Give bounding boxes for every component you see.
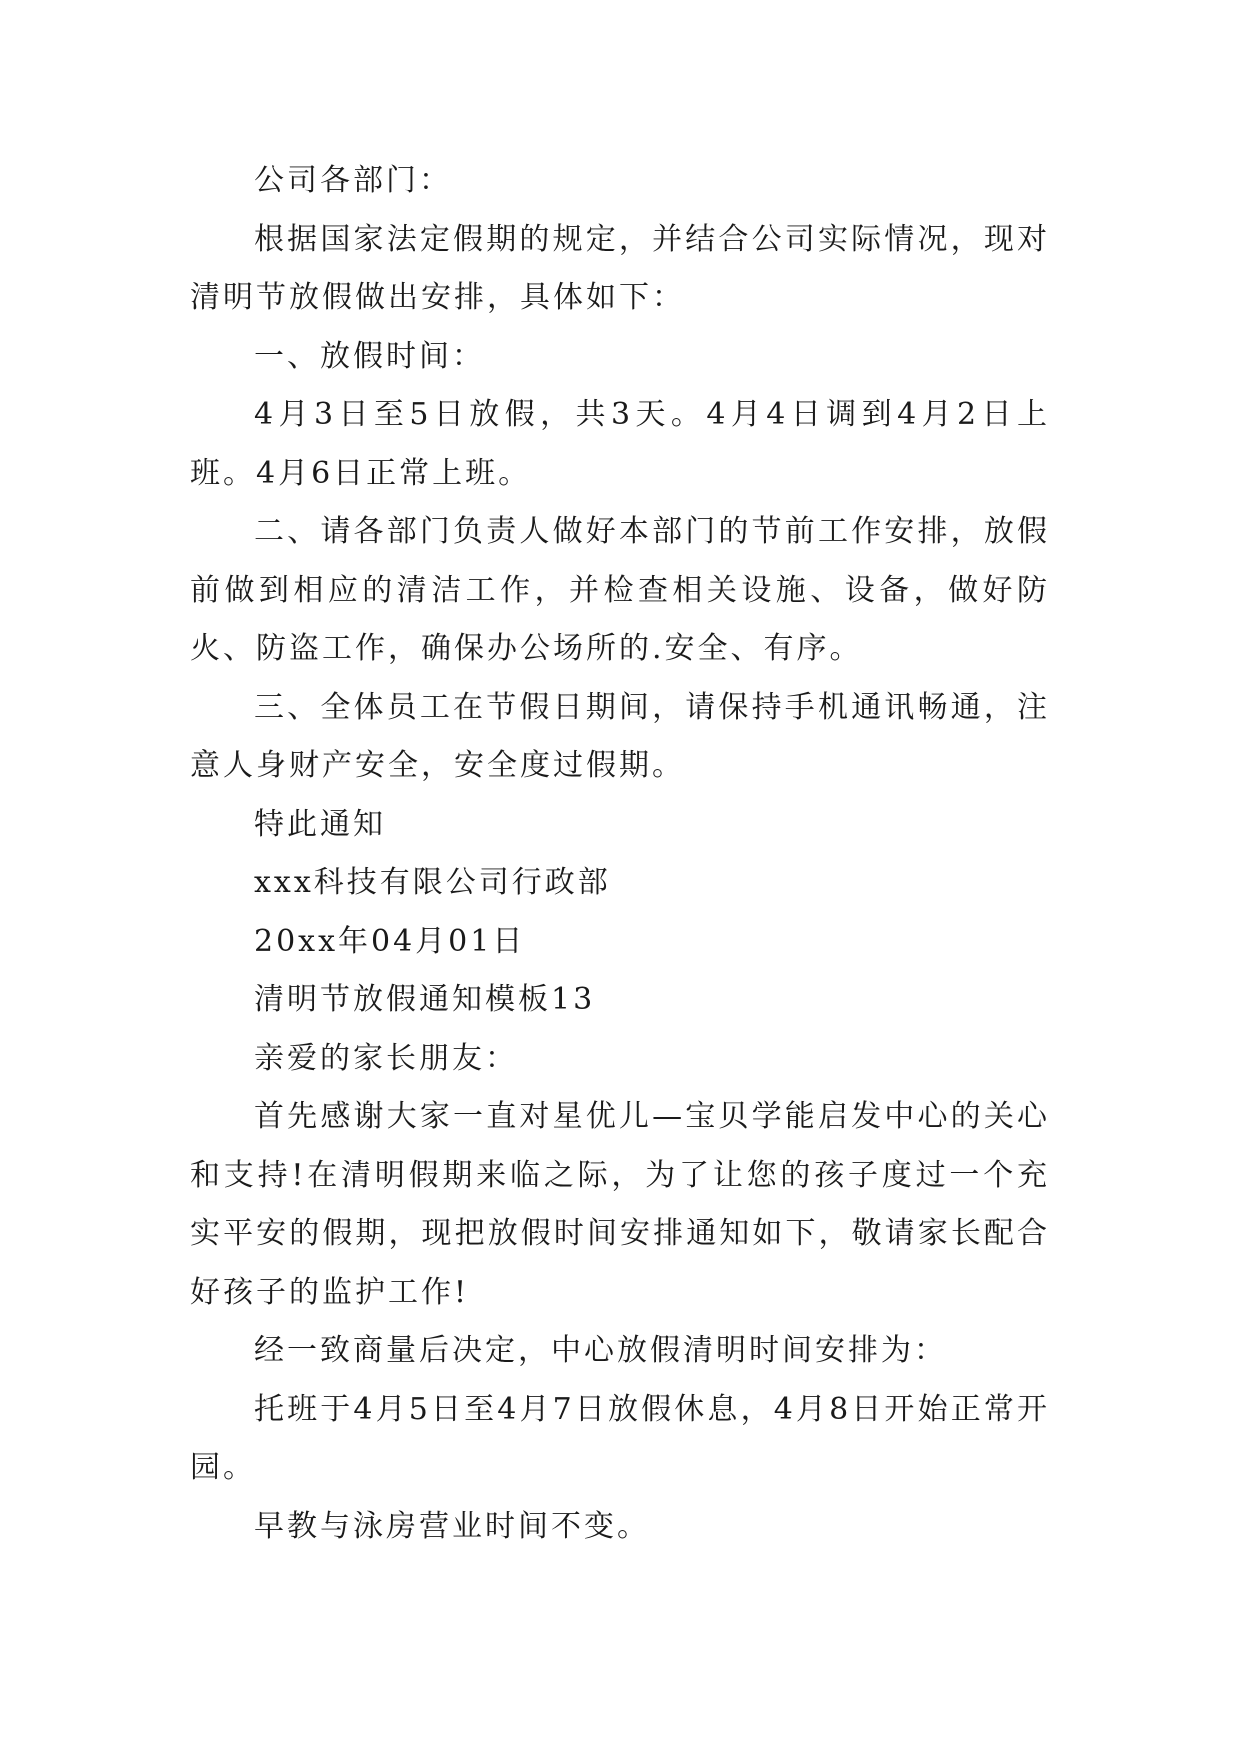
section-2-paragraph: 二、请各部门负责人做好本部门的节前工作安排，放假前做到相应的清洁工作，并检查相关设施、设备，做好防火、防盗工作，确保办公场所的.安全、有序。 (190, 514, 1050, 666)
class-schedule-paragraph: 托班于4月5日至4月7日放假休息，4月8日开始正常开园。 (190, 1391, 1050, 1485)
decision-paragraph: 经一致商量后决定，中心放假清明时间安排为： (254, 1333, 947, 1368)
section-3-paragraph: 三、全体员工在节假日期间，请保持手机通讯畅通，注意人身财产安全，安全度过假期。 (190, 689, 1050, 783)
salutation-company: 公司各部门： (254, 163, 452, 198)
template-title: 清明节放假通知模板13 (254, 982, 596, 1017)
holiday-schedule-paragraph: 4月3日至5日放假，共3天。4月4日调到4月2日上班。4月6日正常上班。 (190, 397, 1050, 491)
business-hours-paragraph: 早教与泳房营业时间不变。 (254, 1508, 650, 1544)
document-body (190, 152, 1050, 1556)
closing-notice: 特此通知 (254, 806, 386, 842)
salutation-parents: 亲爱的家长朋友： (254, 1040, 518, 1076)
thanks-paragraph: 首先感谢大家一直对星优儿—宝贝学能启发中心的关心和支持!在清明假期来临之际，为了让您的孩子度过一个充实平安的假期，现把放假时间安排通知如下，敬请家长配合好孩子的监护工作! (190, 1099, 1050, 1310)
issue-date: 20xx年04月01日 (254, 923, 526, 959)
issuer-name: xxx科技有限公司行政部 (254, 865, 611, 900)
section-1-heading: 一、放假时间： (254, 338, 485, 374)
intro-paragraph: 根据国家法定假期的规定，并结合公司实际情况，现对清明节放假做出安排，具体如下： (190, 221, 1050, 315)
